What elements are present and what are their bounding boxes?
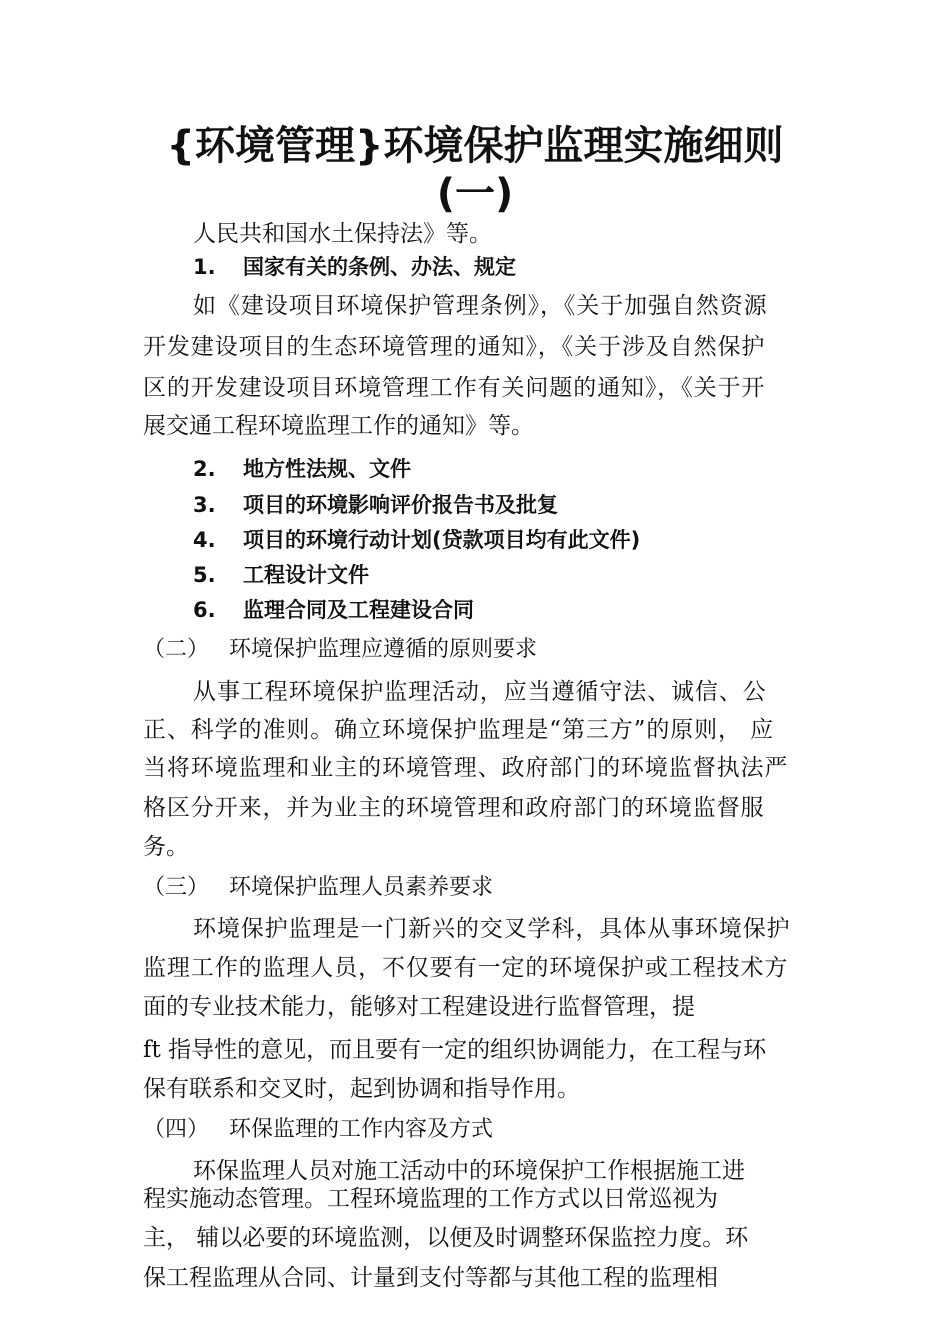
paragraph-line: 格区分开来，并为业主的环境管理和政府部门的环境监督服 [143,795,765,821]
numbered-item-1 [193,252,516,282]
paragraph-line: 监理工作的监理人员，不仅要有一定的环境保护或工程技术方 [143,955,789,981]
paragraph-line: 从事工程环境保护监理活动，应当遵循守法、诚信、公 [193,679,767,705]
numbered-item-3 [193,490,558,520]
item-text: 国家有关的条例、办法、规定 [243,255,516,279]
item-text: 项目的环境影响评价报告书及批复 [243,493,558,517]
item-text: 项目的环境行动计划(贷款项目均有此文件) [243,528,641,552]
item-text: 工程设计文件 [243,563,369,587]
paragraph-line: 保工程监理从合同、计量到支付等都与其他工程的监理相 [143,1265,718,1291]
item-number: 4. [193,528,216,552]
paragraph-line: 当将环境监理和业主的环境管理、政府部门的环境监督执法严 [143,755,789,781]
section-marker: （二） [143,637,210,662]
paragraph-line: 人民共和国水土保持法》等。 [193,221,492,247]
numbered-item-6 [193,595,474,625]
item-text: 地方性法规、文件 [243,457,411,481]
item-number: 3. [193,493,216,517]
paragraph-line: 正、科学的准则。确立环境保护监理是“第三方”的原则， 应 [143,717,775,743]
paragraph-line: 主， 辅以必要的环境监测，以便及时调整环保监控力度。环 [143,1225,749,1251]
paragraph-line: 程实施动态管理。工程环境监理的工作方式以日常巡视为 [143,1186,718,1212]
paragraph-line: 面的专业技术能力，能够对工程建设进行监督管理，提 [143,994,695,1020]
paragraph-line: 区的开发建设项目环境管理工作有关问题的通知》，《关于开 [143,375,766,401]
section-marker: （四） [143,1117,210,1142]
section-heading-3 [143,872,493,904]
item-number: 6. [193,598,216,622]
paragraph-line: 环境保护监理是一门新兴的交叉学科，具体从事环境保护 [193,916,791,942]
item-number: 1. [193,255,216,279]
document-title-line-1: {环境管理}环境保护监理实施细则 [166,123,784,169]
paragraph-line: 展交通工程环境监理工作的通知》等。 [143,413,534,439]
item-number: 2. [193,457,216,481]
paragraph-line: ft 指导性的意见，而且要有一定的组织协调能力，在工程与环 [143,1037,767,1063]
item-text: 监理合同及工程建设合同 [243,598,474,622]
section-heading-4 [143,1114,493,1146]
paragraph-line: 环保监理人员对施工活动中的环境保护工作根据施工进 [193,1158,745,1184]
item-number: 5. [193,563,216,587]
section-title: 环境保护监理应遵循的原则要求 [229,637,538,662]
numbered-item-2 [193,454,411,484]
paragraph-line: 务。 [143,834,189,860]
paragraph-line: 开发建设项目的生态环境管理的通知》，《关于涉及自然保护 [143,334,766,360]
paragraph-line: 保有联系和交叉时，起到协调和指导作用。 [143,1076,580,1102]
numbered-item-4 [193,525,640,555]
section-heading-2 [143,634,537,666]
section-marker: （三） [143,875,210,900]
document-title-line-2: (一) [436,171,514,217]
paragraph-line: 如《建设项目环境保护管理条例》，《关于加强自然资源 [193,293,768,319]
section-title: 环保监理的工作内容及方式 [229,1117,494,1142]
numbered-item-5 [193,560,369,590]
section-title: 环境保护监理人员素养要求 [229,875,494,900]
